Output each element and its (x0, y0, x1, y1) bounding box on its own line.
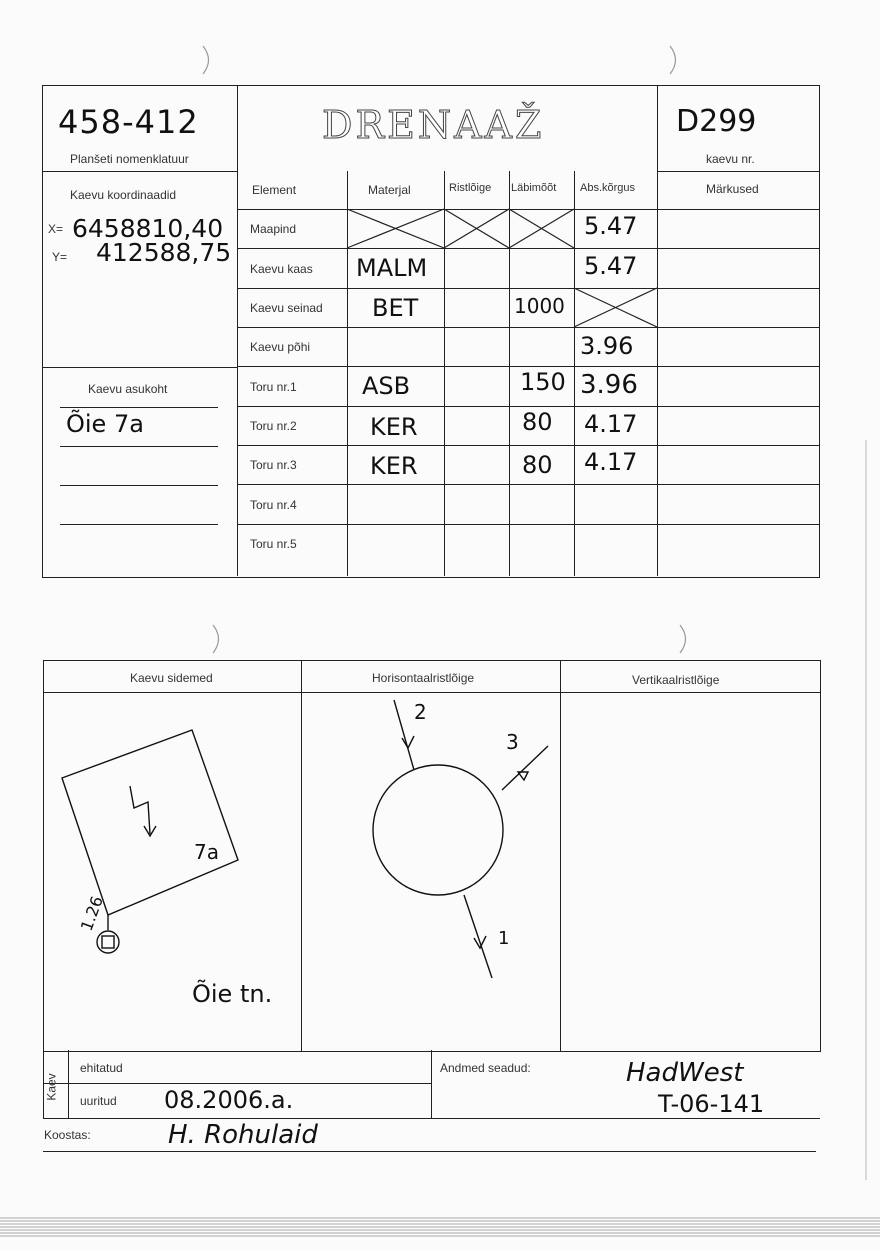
row-element-label: Toru nr.5 (250, 537, 297, 551)
coordinate-y-value: 412588,75 (96, 238, 232, 267)
cell-abs-height: 5.47 (584, 252, 638, 280)
cell-diameter: 1000 (514, 294, 565, 318)
compiled-value: H. Rohulaid (168, 1120, 318, 1150)
header-cross-section: Ristlõige (449, 182, 492, 194)
row-element-label: Toru nr.1 (250, 380, 297, 394)
well-number-value: D299 (676, 104, 757, 139)
cell-diameter: 80 (522, 408, 553, 436)
cell-abs-height: 4.17 (584, 448, 638, 476)
location-label: Kaevu asukoht (88, 382, 168, 396)
header-diameter: Läbimõõt (511, 182, 557, 194)
distance-label: 1.26 (76, 893, 107, 934)
cell-material: BET (372, 294, 419, 322)
row-element-label: Kaevu kaas (250, 262, 313, 276)
sketch-col-label: Horisontaalristlõige (372, 671, 475, 685)
data-value: HadWest (626, 1058, 744, 1088)
cell-abs-height: 3.96 (580, 370, 638, 400)
data-value-code: T-06-141 (658, 1090, 765, 1118)
cell-abs-height: 3.96 (580, 332, 634, 360)
nomenclature-label: Planšeti nomenklatuur (70, 152, 189, 166)
coordinates-label: Kaevu koordinaadid (70, 188, 177, 202)
compiled-label: Koostas: (44, 1128, 91, 1142)
nomenclature-value: 458-412 (58, 103, 199, 141)
scanner-edge (0, 1210, 880, 1250)
arrow-label (126, 780, 127, 781)
pipe-label: 1 (498, 928, 510, 949)
cell-material: KER (370, 413, 418, 441)
pipe-label: 2 (414, 700, 427, 724)
building-label: 7a (194, 840, 219, 864)
street-label: Õie tn. (192, 980, 273, 1008)
page-title: DRENAAŽ (322, 103, 545, 147)
cell-material: ASB (362, 372, 411, 400)
cell-material: MALM (356, 254, 428, 282)
row-element-label: Toru nr.4 (250, 498, 297, 512)
header-notes: Märkused (706, 182, 759, 196)
well-number-label: kaevu nr. (706, 152, 755, 166)
pipe-label: 3 (506, 730, 519, 754)
coordinate-x-value: 6458810,40 (72, 214, 224, 243)
surveyed-value: 08.2006.a. (164, 1086, 294, 1114)
coordinate-y-prefix: Y= (52, 250, 68, 264)
header-abs-height: Abs.kõrgus (580, 182, 636, 194)
header-material: Materjal (368, 183, 411, 197)
row-element-label: Kaevu seinad (250, 301, 323, 315)
surveyed-label: uuritud (80, 1094, 117, 1108)
sketch-col-label: Kaevu sidemed (130, 671, 213, 685)
data-label: Andmed seadud: (440, 1061, 531, 1075)
row-element-label: Toru nr.3 (250, 458, 297, 472)
footer-side-label: Kaev (44, 1073, 59, 1101)
row-element-label: Kaevu põhi (250, 340, 311, 354)
cell-abs-height: 5.47 (584, 212, 638, 240)
built-label: ehitatud (80, 1061, 123, 1075)
sketch-col-label: Vertikaalristlõige (632, 673, 720, 687)
cell-diameter: 80 (522, 451, 553, 479)
location-value: Õie 7a (66, 410, 144, 438)
header-element: Element (252, 183, 297, 197)
cell-abs-height: 4.17 (584, 410, 638, 438)
coordinate-x-prefix: X= (48, 222, 64, 236)
row-element-label: Maapind (250, 222, 297, 236)
cell-material: KER (370, 452, 418, 480)
cell-diameter: 150 (520, 368, 566, 396)
row-element-label: Toru nr.2 (250, 419, 297, 433)
